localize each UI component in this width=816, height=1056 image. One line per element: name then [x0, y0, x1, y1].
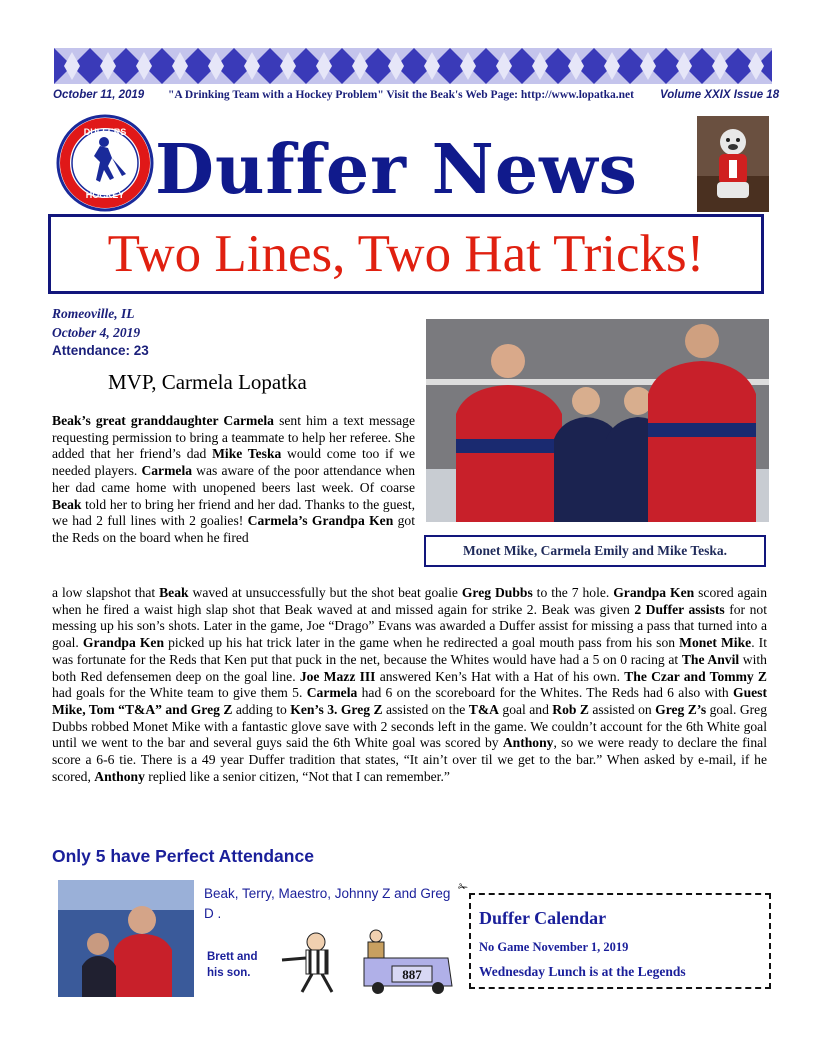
tagline: "A Drinking Team with a Hockey Problem" Visit the Beak's Web Page: http://www.lopatka.net: [168, 89, 634, 101]
brett-photo-caption: Brett and his son.: [207, 951, 258, 979]
calendar-item-no-game: No Game November 1, 2019: [479, 940, 629, 954]
perfect-attendance-names: Beak, Terry, Maestro, Johnny Z and Greg D .: [204, 886, 451, 921]
logo-text-top: DUFFERS: [83, 127, 127, 137]
headline: Two Lines, Two Hat Tricks!: [107, 225, 705, 283]
mascot-figurine-image: [697, 116, 769, 212]
attendance: Attendance: 23: [52, 343, 149, 358]
calendar-title: Duffer Calendar: [479, 908, 607, 928]
perfect-attendance-heading: Only 5 have Perfect Attendance: [52, 846, 314, 866]
team-photo: [426, 319, 769, 522]
zamboni-number: 887: [402, 967, 422, 982]
issue-date: October 11, 2019: [53, 89, 145, 101]
referee-zamboni-clipart: [272, 928, 464, 998]
article-paragraph-1: Beak’s great granddaughter Carmela sent him a text message requesting permission to bring a teammate to help her referee. She added that her friend’s dad Mike Teska would come too if we needed players. Carmela was aware of the poor attendance when her dad came home with unopened beers last week. Of coarse Beak told her to bring her friend and her dad. Thanks to the guest, we had 2 full lines with 2 goalies! Carmela’s Grandpa Ken got the Reds on the board when he fired: [52, 413, 415, 545]
scissors-icon: ✁: [458, 880, 469, 894]
article-paragraph-2: a low slapshot that Beak waved at unsuccessfully but the shot beat goalie Greg Dubbs to the 7 hole. Grandpa Ken scored again when he fired a waist high slap shot that Beak waved at and missed again for strike 2. Beak was given 2 Duffer assists for not messing up his son’s shots. Later in the game, Joe “Drago” Evans was awarded a Duffer assist for missing a pass that turned into a goal. Grandpa Ken picked up his hat trick later in the game when he redirected a goal mouth pass from his son Monet Mike. It was fortunate for the Reds that Ken put that puck in the net, because the Whites would have had a 5 on 0 racing at The Anvil with both Red defensemen deep on the goal line. Joe Mazz III answered Ken’s Hat with a Hat of his own. The Czar and Tommy Z had goals for the White team to give them 5. Carmela had 6 on the scoreboard for the Whites. The Reds had 6 also with Guest Mike, Tom “T&A” and Greg Z adding to Ken’s 3. Greg Z assisted on the T&A goal and Rob Z assisted on Greg Z’s goal. Greg Dubbs robbed Monet Mike with a fantastic glove save with 2 seconds left in the game. We couldn’t account for the 6th White goal until we went to the bar and several guys said the 6th White goal was scored by Anthony, so we were ready to declare the final score a 6-6 tie. There is a 49 year Duffer tradition that states, “It ain’t over til we get to the bar.” When asked by e-mail, if he scored, Anthony replied like a senior citizen, “Not that I can remember.”: [52, 585, 767, 784]
header-pattern-band: [54, 48, 772, 84]
dateline-place: Romeoville, IL: [52, 306, 135, 321]
calendar-item-lunch: Wednesday Lunch is at the Legends: [479, 964, 686, 979]
issue-volume: Volume XXIX Issue 18: [660, 89, 780, 101]
photo-caption: Monet Mike, Carmela Emily and Mike Teska.: [463, 543, 727, 558]
dateline-date: October 4, 2019: [52, 325, 141, 340]
brett-and-son-photo: [58, 880, 194, 997]
mvp-heading: MVP, Carmela Lopatka: [108, 370, 307, 394]
logo-text-bottom: HOCKEY: [85, 190, 125, 200]
duffers-hockey-logo: [56, 114, 154, 212]
masthead-title: Duffer News: [155, 130, 638, 210]
